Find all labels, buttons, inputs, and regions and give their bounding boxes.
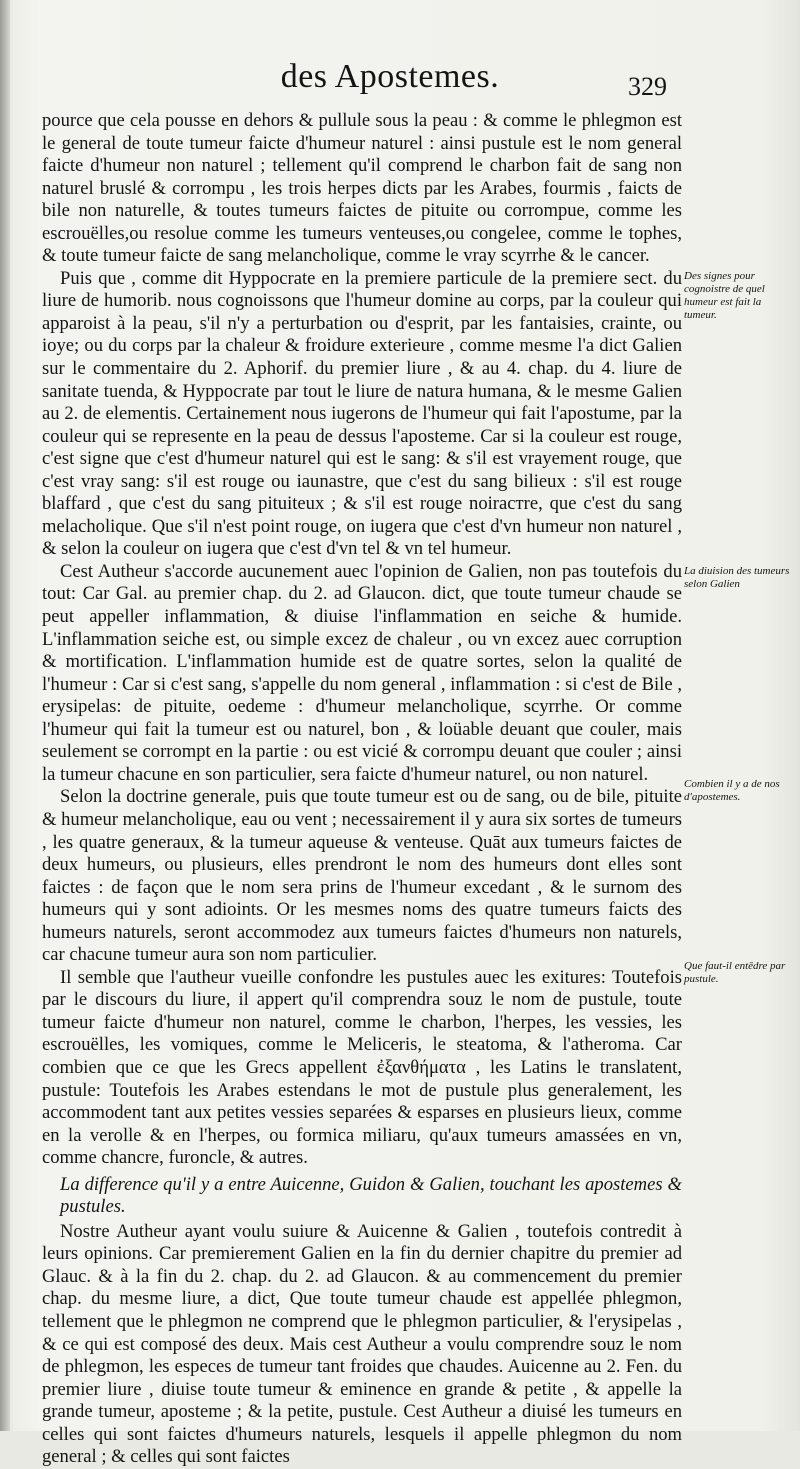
margin-note: Combien il y a de nos d'apostemes. [684,778,780,803]
text-paragraph: Cest Autheur s'accorde aucunement auec l'opinion de Galien, non pas toutefois du tout: Car Gal. au premier chap. du 2. ad Glaucon. dict, que toute tumeur chaude se peut appeller inflammation, & diuise l'inflammation en seiche & humide. L'inflammation seiche est, ou simple excez de chaleur , ou vn excez auec corruption & mortification. L'inflammation humide est de quatre sortes, selon la qualité de l'humeur : Car si c'est sang, s'appelle du nom general , inflammation : si c'est de Bile , erysipelas: de pituite, oedeme : d'humeur melancholique, scyrrhe. Or comme l'humeur qui fait la tumeur est ou naturel, bon , & loüable deuant que couler, mais seulement se corrompt en la partie : ou est vicié & corrompu deuant que couler ; ainsi la tumeur chacune en son particulier, sera faicte d'humeur naturel, ou non naturel. [42,560,682,785]
margin-note: La diuision des tumeurs selon Galien [684,565,790,590]
text-paragraph: pource que cela pousse en dehors & pullule sous la peau : & comme le phlegmon est le general de toute tumeur faicte d'humeur naturel : ainsi pustule est le nom general faicte d'humeur non naturel ; tellement qu'il comprend le charbon fait de sang non naturel bruslé & corrompu , les trois herpes dicts par les Arabes, fourmis , faicts de bile non naturelle, & toutes tumeurs faictes de pituite ou corrompue, comme les escrouëlles,ou resolue comme les tumeurs venteuses,ou congelee, comme le tophes, & toute tumeur faicte de sang melancholique, comme le vray scyrrhe & le cancer. [42,110,682,267]
section-heading: La difference qu'il y a entre Auicenne, Guidon & Galien, touchant les apostemes & pustules. [60,1173,682,1218]
running-head: des Apostemes. [280,58,500,95]
margin-note: Que faut-il entēdre par pustule. [684,960,786,985]
text-paragraph: Il semble que l'autheur vueille confondre les pustules auec les exitures: Toutefois par le discours du liure, il appert qu'il comprendra souz le nom de pustule, toute tumeur faicte d'humeur non naturel, comme le charbon, l'herpes, les vessies, les escrouëlles, les vomiques, comme le Meliceris, le steatoma, & l'atheroma. Car combien que ce que les Grecs appellent ἐξανθήματα , les Latins le translatent, pustule: Toutefois les Arabes estendans le mot de pustule plus generalement, les accommodent tant aux petites vessies separées & esparses en plusieurs lieux, comme en la verolle & en l'herpes, ou formica miliaru, qu'aux tumeurs amassées en vn, comme chancre, furoncle, & autres. [42,966,682,1169]
book-spine-shadow [0,0,10,1431]
body-text [42,110,682,1469]
page-number: 329 [628,72,667,101]
text-paragraph: Puis que , comme dit Hyppocrate en la premiere particule de la premiere sect. du liure de humorib. nous cognoissons que l'humeur domine au corps, par la couleur qui apparoist à la peau, s'il n'y a perturbation ou d'esprit, par les fantaisies, crainte, ou ioye; ou du corps par la chaleur & froidure exterieure , comme mesme l'a dict Galien sur le commentaire du 2. Aphorif. du premier liure , & au 4. chap. du 4. liure de sanitate tuenda, & Hyppocrate par tout le liure de natura humana, & le mesme Galien au 2. de elementis. Certainement nous iugerons de l'humeur qui fait l'apostume, par la couleur qui se represente en la peau de dessus l'aposteme. Car si la couleur est rouge, c'est signe que c'est d'humeur naturel qui est le sang: & s'il est vrayement rouge, que c'est vray sang: s'il est rouge ou iaunastre, que c'est du sang bilieux : s'il est rouge blaffard , que c'est du sang pituiteux ; & s'il est rouge noiraстre, que c'est du sang melacholique. Que s'il n'est point rouge, on iugera que c'est d'vn humeur non naturel , & selon la couleur on iugera que c'est d'vn tel & vn tel humeur. [42,267,682,560]
margin-note: Des signes pour cognoistre de quel humeur est fait la tumeur. [684,270,765,321]
text-paragraph: Nostre Autheur ayant voulu suiure & Auicenne & Galien , toutefois contredit à leurs opinions. Car premierement Galien en la fin du dernier chapitre du premier ad Glauc. & à la fin du 2. chap. du 2. ad Glaucon. & au commencement du premier chap. du mesme liure, a dict, Que toute tumeur chaude est appellée phlegmon, tellement que le phlegmon ne comprend que le phlegmon particulier, & l'erysipelas , & ce qui est composé des deux. Mais cest Autheur a voulu comprendre souz le nom de phlegmon, les especes de tumeur tant froides que chaudes. Auicenne au 2. Fen. du premier liure , diuise toute tumeur & eminence en grande & petite , & appelle la grande tumeur, aposteme ; & la petite, pustule. Cest Autheur a diuisé les tumeurs en celles qui sont faictes d'humeurs naturels, lesquels il appelle phlegmon du nom general ; & celles qui sont faictes [42,1220,682,1468]
text-paragraph: Selon la doctrine generale, puis que toute tumeur est ou de sang, ou de bile, pituite & humeur melancholique, eau ou vent ; necessairement il y aura six sortes de tumeurs , les quatre generaux, & la tumeur aqueuse & venteuse. Quāt aux tumeurs faictes de deux humeurs, ou plusieurs, elles prendront le nom des humeurs dont elles sont faictes : de façon que le nom sera prins de l'humeur excedant , & le surnom des humeurs qui y sont adioints. Or les mesmes noms des quatre tumeurs faicts des humeurs naturels, seront accommodez aux tumeurs faictes d'humeurs non naturels, car chacune tumeur aura son nom particulier. [42,786,682,966]
